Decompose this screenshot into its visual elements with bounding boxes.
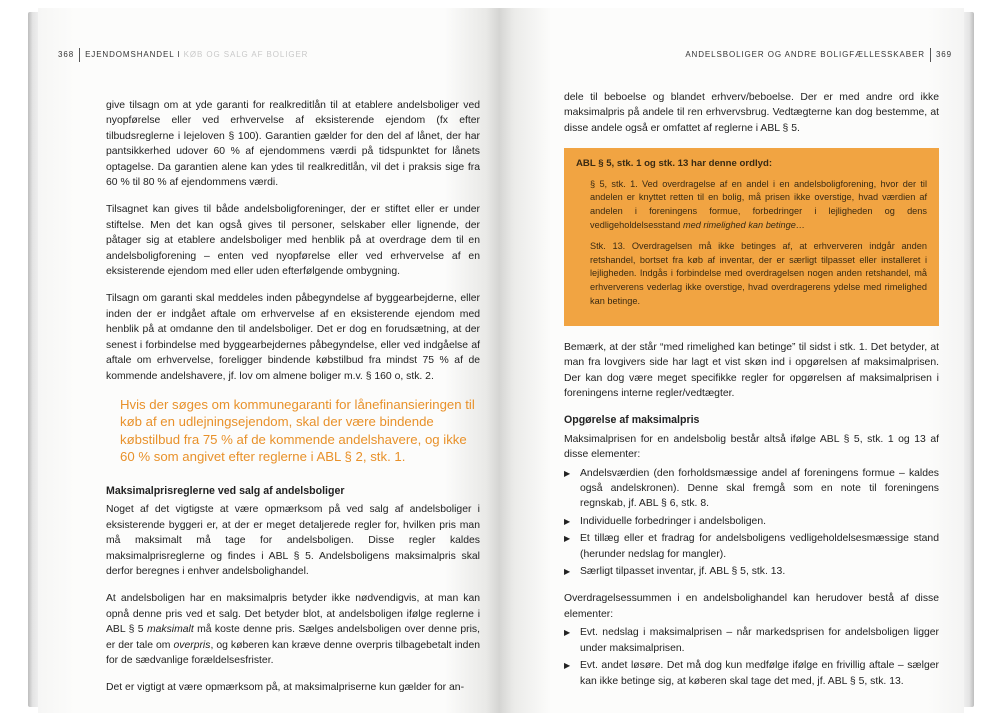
paragraph: Overdragelsessummen i en andelsbolighandel kan herudover bestå af disse elementer: [564, 593, 939, 620]
list-item: ▶ Særligt tilpasset inventar, jf. ABL § 5, stk. 13. [564, 564, 939, 579]
paragraph: Bemærk, at der står “med rimelighed kan betinge” til sidst i stk. 1. Det betyder, at man fra lovgivers side har lagt et vist skøn ind i opgørelsen af maksimalprisen. Der kan dog være meget specifikke regler for opgørelsen af maksimalprisen i foreningens interne regler/vedtægter. [564, 341, 939, 400]
law-quote-paragraph: Stk. 13. Overdragelsen må ikke betinges af, at erhververen indgår anden retshandel, bortset fra køb af inventar, der er særligt tilpasset eller installeret i lejligheden. Indgås i forbindelse med overdragelsen nogen anden retshandel, må erhververens vederlag ikke overstige, hvad overdragerens ydelse med rimelighed kan betinge. [590, 240, 927, 306]
left-running-title-faded: KØB OG SALG AF BOLIGER [183, 50, 309, 60]
list-item: ▶ Evt. nedslag i maksimalprisen – når markedsprisen for andelsboligen ligger under maksimalprisen. [564, 625, 939, 656]
list-item: ▶ Et tillæg eller et fradrag for andelsboligens vedligeholdelsesmæssige stand (herunder nedslag for mangler). [564, 531, 939, 562]
list-item: ▶ Evt. andet løsøre. Det må dog kun medfølge ifølge en frivillig aftale – sælger kan ikke betinge sig, at køberen skal tage det med, jf. ABL § 5, stk. 13. [564, 658, 939, 689]
pull-quote: Hvis der søges om kommunegaranti for lånefinansieringen til køb af en udlejningsejendom, skal der være bindende købstilbud fra 75 % af de kommende andelshavere, og ikke 60 % som angivet efter reglerne i ABL § 2, stk. 1. [120, 396, 475, 465]
right-running-title: ANDELSBOLIGER OG ANDRE BOLIGFÆLLESSKABER [685, 50, 925, 60]
paragraph: dele til beboelse og blandet erhverv/beboelse. Der er med andre ord ikke maksimalpris på andele til ren erhvervsbrug. Vedtægterne kan dog bestemme, at disse andele også er omfattet af reglerne i ABL § 5. [564, 92, 939, 134]
right-body-text [564, 90, 939, 701]
elements-list [564, 466, 939, 580]
right-page [500, 8, 964, 713]
left-body-text [106, 98, 480, 708]
open-book [28, 8, 974, 713]
emphasis-maksimalt: maksimalt [146, 624, 194, 636]
left-running-title: EJENDOMSHANDEL I [85, 50, 181, 60]
paragraph: At andelsboligen har en maksimalpris betyder ikke nødvendigvis, at man kan opnå denne pris ved et salg. Det betyder blot, at andelsboligen ifølge reglerne i ABL § 5 maksimalt må koste denne pris. Sælges andelsboligen over denne pris, er der tale om overpris, og køberen kan kræve denne overpris tilbagebetalt inden for de sædvanlige forældelsesfrister. [106, 593, 481, 666]
law-quote-paragraph: § 5, stk. 1. Ved overdragelse af en andel i en andelsboligforening, hvor der til andelen er knyttet retten til en bolig, må prisen ikke overstige, hvad værdien af andelen i foreningens formue, forbedringer i lejligheden og dens vedligeholdelsesstand med rimelighed kan betinge… [590, 178, 927, 231]
right-page-number: 369 [935, 50, 952, 60]
section-heading: Maksimalprisreglerne ved salg af andelsboliger [106, 484, 345, 497]
section-heading: Opgørelse af maksimalpris [564, 414, 700, 427]
right-running-header [685, 48, 952, 62]
paragraph: Maksimalprisen for en andelsbolig består altså ifølge ABL § 5, stk. 1 og 13 af disse elementer: [564, 433, 939, 461]
law-quote-box [564, 148, 939, 326]
list-item: ▶ Andelsværdien (den forholdsmæssige andel af foreningens formue – kaldes også andelskronen). Denne skal fremgå som en note til foreningens regnskab, jf. ABL § 6, stk. 8. [564, 466, 939, 512]
law-quote-title: ABL § 5, stk. 1 og stk. 13 har denne ordlyd: [576, 158, 773, 170]
additional-elements-list [564, 625, 939, 689]
left-running-header [58, 48, 308, 62]
left-page [38, 8, 500, 713]
left-page-number: 368 [58, 50, 75, 60]
paragraph: Tilsagnet kan gives til både andelsboligforeninger, der er stiftet eller er under stiftelse. Men det kan også gives til personer, selskaber eller lignende, der påtager sig at etablere andelsboliger med henblik på at overdrage dem til en andelsboligforening – enten ved nyopførelse eller ved erhvervelse af en eksisterende ejendom med eller uden efterfølgende ombygning. [106, 204, 480, 278]
paragraph: give tilsagn om at yde garanti for realkreditlån til at etablere andelsboliger ved nyopførelse eller ved erhvervelse af eksisterende ejendom (fx efter tilbudsreglerne i lejeloven § 100). Garantien gælder for den del af lånet, der har pantsikkerhed udover 60 % af ejendommens værdi på tidspunktet for lånets optagelse. Da garantien alene kan ydes til realkreditlån, vil det i praksis sige fra 60 % til 80 % af ejendommens værdi. [106, 100, 480, 189]
list-item: ▶ Individuelle forbedringer i andelsboligen. [564, 514, 939, 529]
paragraph: Tilsagn om garanti skal meddeles inden påbegyndelse af byggearbejderne, eller inden der er indgået aftale om erhvervelse af en eksisterende ejendom med henblik på at omdanne den til andelsboliger. Det er dog en forudsætning, at der senest i forbindelse med byggearbejdernes påbegyndelse, eller ved indgåelse af aftale om erhvervelse, foreligger bindende købstilbud fra mindst 75 % af de kommende andelshavere, jf. lov om almene boliger m.v. § 160 o, stk. 2. [106, 293, 480, 382]
emphasis-overpris: overpris [173, 639, 211, 651]
paragraph: Noget af det vigtigste at være opmærksom på ved salg af andelsboliger i eksisterende byggeri er, at der er meget detaljerede regler for, hvilken pris man må maksimalt må tage for andelsboligen. Disse regler kaldes maksimalprisreglerne og findes i ABL § 5. Andelsboligens maksimalpris skal derfor beregnes i enhver andelsbolighandel. [106, 504, 480, 577]
paragraph: Det er vigtigt at være opmærksom på, at maksimalpriserne kun gælder for an- [106, 682, 465, 694]
